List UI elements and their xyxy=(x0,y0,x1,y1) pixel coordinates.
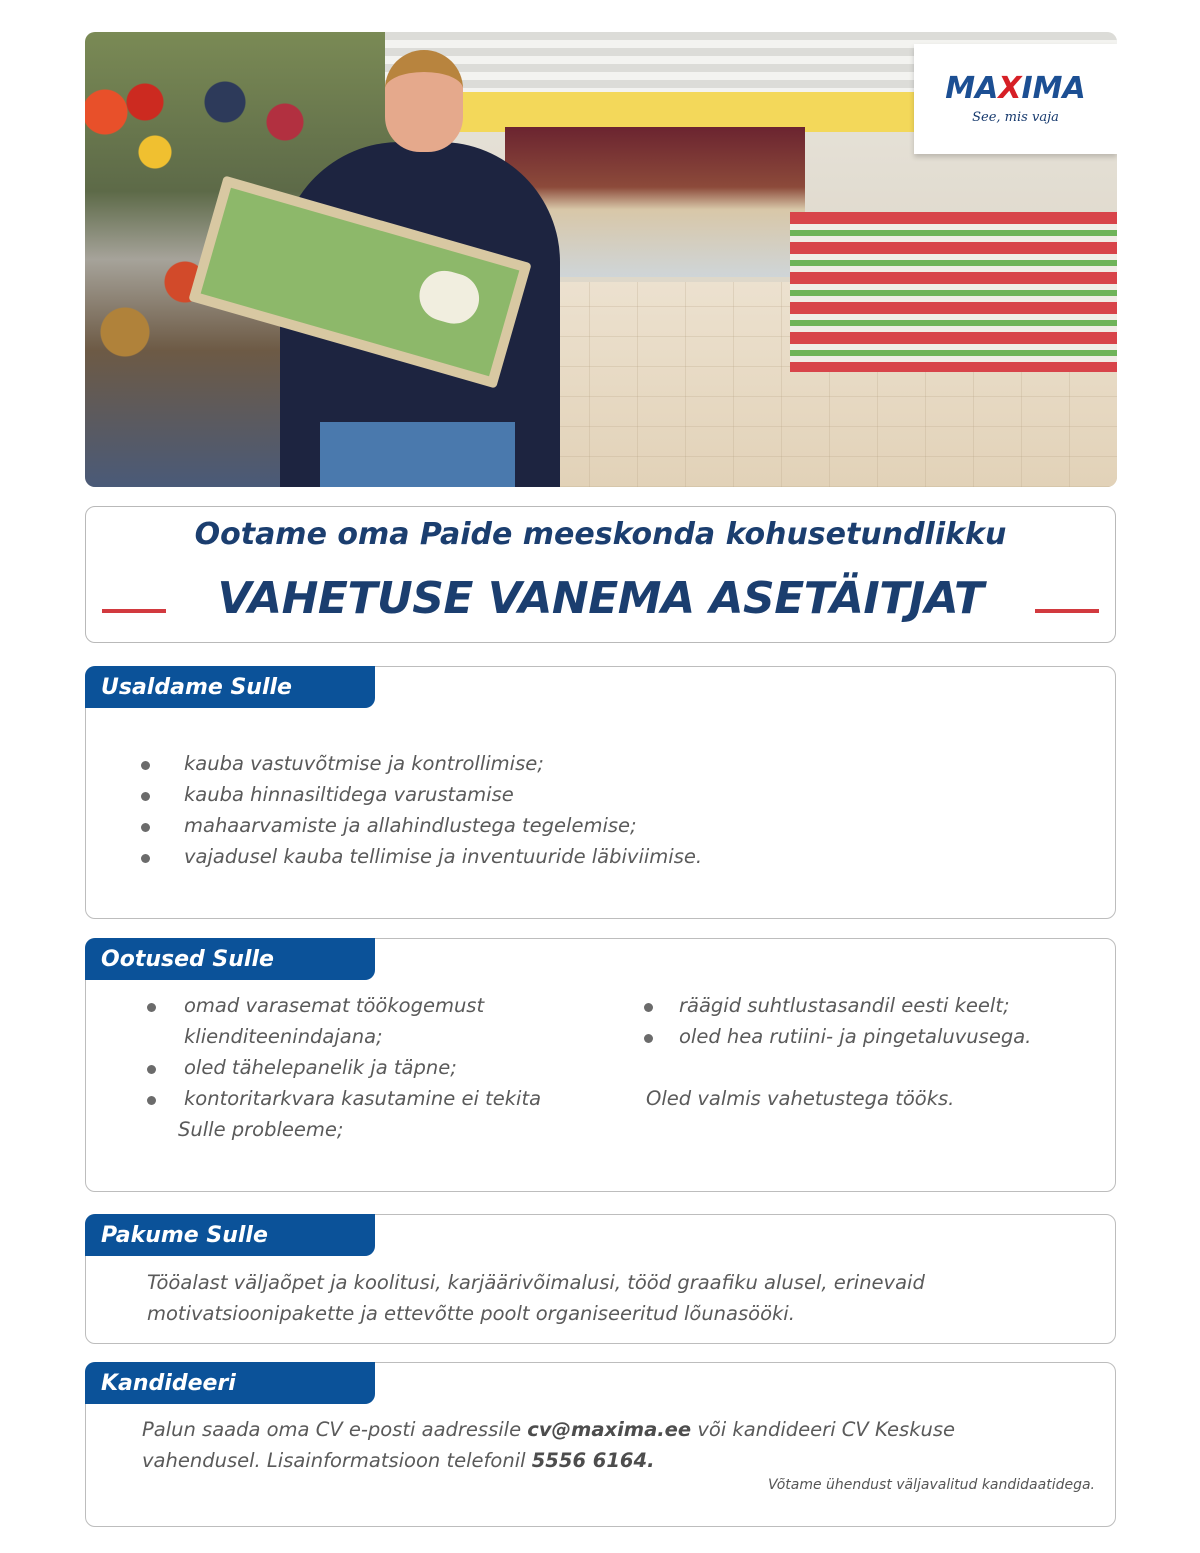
apply-text-part: Palun saada oma CV e-posti aadressile xyxy=(142,1418,528,1441)
offer-line: motivatsioonipakette ja ettevõtte poolt organiseeritud lõunasööki. xyxy=(147,1302,795,1325)
offer-line: Tööalast väljaõpet ja koolitusi, karjäärivõimalusi, tööd graafiku alusel, erinevaid xyxy=(147,1271,925,1294)
section-expectations xyxy=(85,938,1116,1192)
list-item: oled tähelepanelik ja täpne; xyxy=(86,1052,606,1083)
produce-table xyxy=(790,212,1117,372)
decorative-dash-right xyxy=(1035,609,1099,613)
list-item: räägid suhtlustasandil eesti keelt; xyxy=(586,990,1106,1021)
list-item-continuation: Sulle probleeme; xyxy=(178,1118,344,1141)
logo-part: MA xyxy=(945,70,999,106)
section-offer xyxy=(85,1214,1116,1344)
section-heading xyxy=(85,1362,375,1404)
employee-head xyxy=(385,50,463,152)
section-heading xyxy=(85,1214,375,1256)
email-link[interactable]: cv@maxima.ee xyxy=(527,1418,692,1441)
hero-photo xyxy=(85,32,1117,487)
list-item: vajadusel kauba tellimise ja inventuuride läbiviimise. xyxy=(86,841,702,872)
expectations-right-column xyxy=(586,990,1106,1052)
logo-tagline: See, mis vaja xyxy=(972,109,1059,125)
list-item: kauba hinnasiltidega varustamise xyxy=(86,779,702,810)
list-item: mahaarvamiste ja allahindlustega tegelemise; xyxy=(86,810,702,841)
list-item: kontoritarkvara kasutamine ei tekita xyxy=(86,1083,606,1114)
section-heading-label: Ootused Sulle xyxy=(101,946,274,972)
apply-text-part: või kandideeri CV Keskuse xyxy=(691,1418,956,1441)
apply-text xyxy=(142,1414,1052,1476)
maxima-logo xyxy=(914,44,1117,154)
offer-text xyxy=(147,1267,1047,1329)
list-item-text: klienditeenindajana; xyxy=(184,1025,383,1048)
phone-number: 5556 6164. xyxy=(531,1449,655,1472)
section-heading xyxy=(85,666,375,708)
logo-x-icon: X xyxy=(998,70,1022,106)
responsibilities-list xyxy=(86,748,702,872)
section-heading-label: Usaldame Sulle xyxy=(101,674,292,700)
section-heading xyxy=(85,938,375,980)
logo-part: IMA xyxy=(1021,70,1086,106)
list-item: kauba vastuvõtmise ja kontrollimise; xyxy=(86,748,702,779)
section-apply xyxy=(85,1362,1116,1527)
contact-note: Võtame ühendust väljavalitud kandidaatidega. xyxy=(767,1477,1095,1493)
section-heading-label: Kandideeri xyxy=(101,1370,236,1396)
list-item-text: omad varasemat töökogemust xyxy=(184,994,485,1017)
list-item: oled hea rutiini- ja pingetaluvusega. xyxy=(586,1021,1106,1052)
section-heading-label: Pakume Sulle xyxy=(101,1222,268,1248)
expectations-left-column xyxy=(86,990,606,1145)
employee-jeans xyxy=(320,422,515,487)
section-responsibilities xyxy=(85,666,1116,919)
logo-wordmark xyxy=(945,70,1086,106)
title-box xyxy=(85,506,1116,643)
page-subtitle: Ootame oma Paide meeskonda kohusetundlikku xyxy=(194,517,1007,552)
apply-text-part: vahendusel. Lisainformatsioon telefonil xyxy=(142,1449,532,1472)
expectations-closing: Oled valmis vahetustega tööks. xyxy=(646,1087,955,1110)
page-title: VAHETUSE VANEMA ASETÄITJAT xyxy=(217,573,984,624)
list-item xyxy=(86,990,606,1052)
